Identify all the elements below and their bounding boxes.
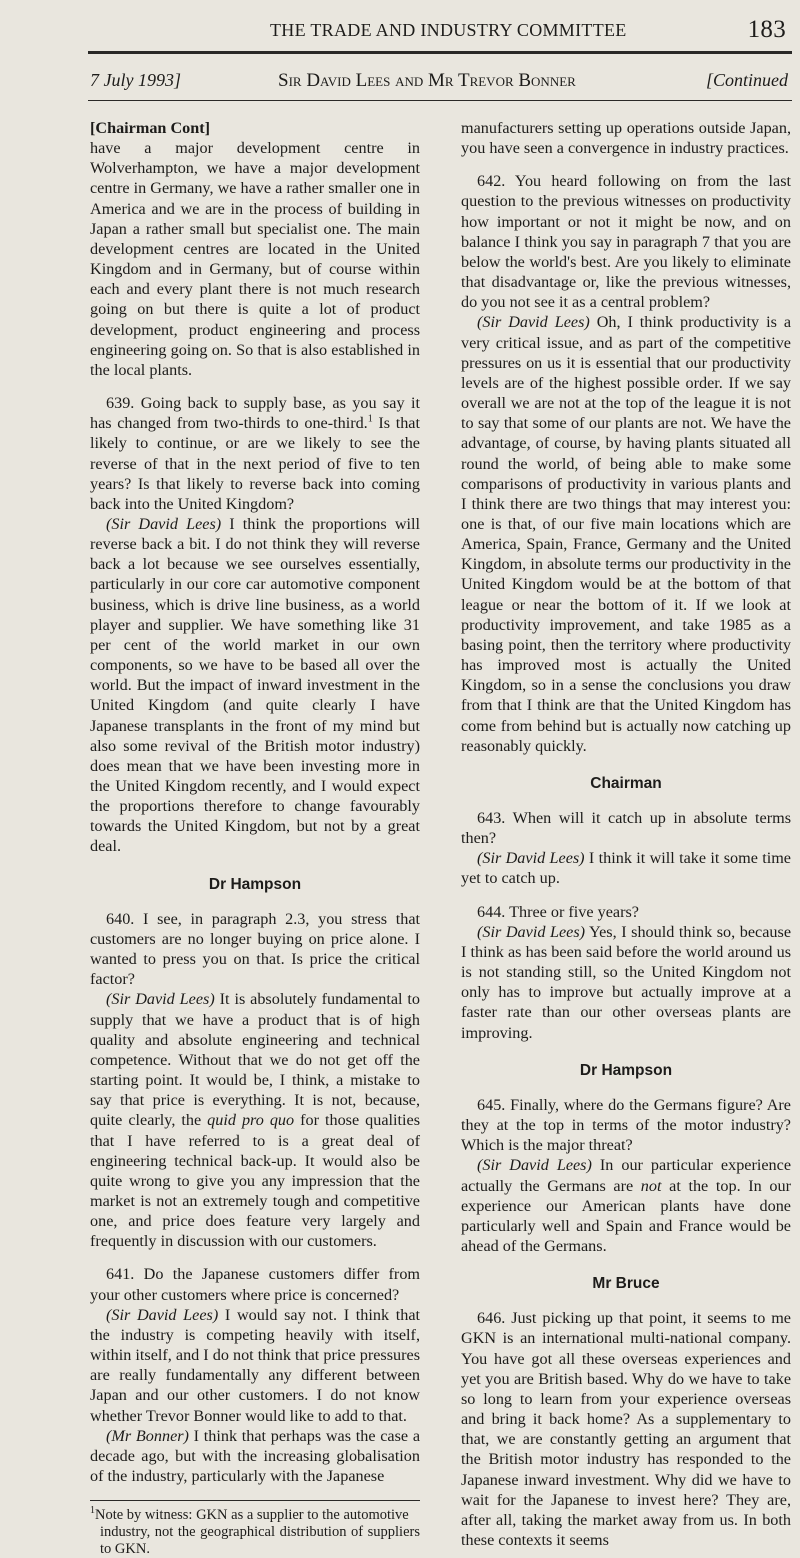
speaker-heading: Mr Bruce	[592, 1275, 660, 1293]
subhead-rule	[88, 100, 792, 101]
answer-speaker: (Mr Bonner)	[106, 1426, 189, 1445]
answer-text: I think it will take it some time yet to catch up.	[461, 849, 791, 888]
emphasis: not	[640, 1176, 662, 1195]
answer-text: at the top. In our experience our American plants have done particularly well and Spain and France would be ahead of the Germans.	[461, 1176, 791, 1255]
answer-643	[461, 848, 791, 888]
answer-speaker: (Sir David Lees)	[477, 1156, 592, 1175]
witness-names: Sir David Lees and Mr Trevor Bonner	[278, 70, 576, 91]
question-641: 641. Do the Japanese customers differ from your other customers where price is concerned?	[90, 1265, 420, 1304]
running-title: THE TRADE AND INDUSTRY COMMITTEE	[270, 20, 627, 40]
chairman-cont-label: [Chairman Cont]	[90, 119, 211, 137]
answer-640	[90, 989, 420, 1251]
question-646: 646. Just picking up that point, it seems to me GKN is an international multi-national company. You have got all these overseas experiences and yet you are British based. Why do we have to take so long to learn from your experience overseas and bring it back home? As a supplementary to that, we are constantly getting an argument that the British motor industry has responded to the Japanese inward investment. Why did we have to wait for the Japanese to invest here? They are, after all, taking the market away from us. In both these contexts it seems	[461, 1309, 791, 1549]
question-640: 640. I see, in paragraph 2.3, you stress that customers are no longer buying on price alone. I wanted to press you on that. Is price the critical factor?	[90, 909, 420, 989]
answer-text: In our particular experience actually the Germans are	[461, 1156, 792, 1195]
answer-text: Yes, I should think so, because I think as has been said before the world around us is not standing still, so the United Kingdom not only has to improve but actually improve at a faster rate than our other overseas plants are improving.	[461, 922, 791, 1042]
latin-phrase: quid pro quo	[207, 1111, 295, 1130]
footnote-ref: 1	[367, 413, 373, 425]
answer-text: I would say not. I think that the industry is competing heavily with itself, within itself, and I do not think that price pressures are really fundamentally any different between Japan and our other customers. I do not know whether Trevor Bonner would like to add to that.	[90, 1305, 420, 1425]
answer-speaker: (Sir David Lees)	[106, 990, 215, 1009]
page-number: 183	[747, 16, 786, 43]
right-column	[461, 118, 791, 1550]
answer-text: I think the proportions will reverse back a bit. I do not think they will reverse back a lot because we see ourselves essentially, particularly in our core car automotive component business, which is drive line business, as a world player and supplier. We have something like 31 per cent of the world market in our own components, so we have to be based all over the world. But the impact of inward investment in the United Kingdom (and quite clearly I have Japanese transplants in the front of my mind but also some revival of the British motor industry) does mean that we have been investing more in the United Kingdom recently, and I would expect the proportions therefore to change favourably towards the United Kingdom, but not by a great deal.	[90, 514, 420, 856]
answer-text: It is absolutely fundamental to supply that we have a product that is of high quality and absolute engineering and technical competence. Without that we do not get off the starting point. It would be, I think, a mistake to say that price is everything. It is not, because, quite clearly, the	[90, 990, 421, 1130]
question-642: 642. You heard following on from the last question to the previous witnesses on productivity how important or not it might be now, and on balance I think you say in paragraph 7 that you are below the world's best. Are you likely to eliminate that disadvantage or, like the previous witnesses, do you not see it as a central problem?	[461, 172, 791, 312]
footnote-mark: 1	[90, 1505, 95, 1517]
question-text: Is that likely to continue, or are we likely to see the reverse of that in the next period of five to ten years? Is that likely to reverse back into coming back into the United Kingdom?	[90, 414, 420, 513]
session-date: 7 July 1993]	[90, 70, 181, 90]
question-text: 639. Going back to supply base, as you say it has changed from two-thirds to one-third.	[90, 394, 420, 433]
speaker-heading: Chairman	[590, 774, 662, 792]
answer-speaker: (Sir David Lees)	[106, 514, 222, 533]
continued-label: [Continued	[705, 70, 788, 90]
question-644: 644. Three or five years?	[477, 902, 639, 921]
question-643: 643. When will it catch up in absolute terms then?	[461, 809, 791, 848]
answer-639	[90, 514, 420, 857]
answer-speaker: (Sir David Lees)	[477, 922, 586, 941]
header-rule	[88, 51, 792, 54]
footnote-text-cont: industry, not the geographical distribution of suppliers to GKN.	[100, 1524, 420, 1558]
footnote-text: Note by witness: GKN as a supplier to the automotive	[95, 1507, 409, 1524]
answer-speaker: (Sir David Lees)	[106, 1305, 219, 1324]
question-645: 645. Finally, where do the Germans figure? Are they at the top in terms of the motor industry? Which is the major threat?	[461, 1095, 791, 1155]
answer-text: I think that perhaps was the case a decade ago, but with the increasing globalisation of the industry, particularly with the Japanese	[90, 1426, 421, 1485]
answer-644	[461, 922, 791, 1043]
answer-speaker: (Sir David Lees)	[477, 849, 585, 868]
footnote-rule	[90, 1500, 420, 1501]
answer-text: Oh, I think productivity is a very critical issue, and as part of the competitive pressures on us it is essential that our productivity levels are of the highest possible order. If we say overall we are not at the top of the league it is not to say that some of our plants are not. We have the advantage, of course, by having plants situated all round the world, of being able to make some comparisons of productivity in various plants and I think there are two things that may interest you: one is that, of our five main locations which are America, Spain, France, Germany and the United Kingdom, in absolute terms our productivity in the United Kingdom would be at the bottom of that league or near the bottom of it. If we look at productivity improvement, and take 1985 as a basing point, then the territory where productivity has improved most is actually the United Kingdom, so in a sense the conclusions you draw from that I think are that the United Kingdom has come from behind but is actually now catching up reasonably quickly.	[461, 313, 792, 755]
question-639	[90, 393, 420, 514]
answer-642	[461, 312, 791, 755]
answer-645	[461, 1155, 791, 1256]
witness-line	[90, 70, 792, 94]
answer-641-bonner	[90, 1426, 420, 1486]
paragraph: manufacturers setting up operations outside Japan, you have seen a convergence in industry practices.	[461, 119, 791, 158]
footnote	[90, 1507, 420, 1558]
answer-641	[90, 1305, 420, 1426]
answer-text: for those qualities that I have referred to is a great deal of engineering technical back-up. It would also be quite wrong to give you any impression that the market is not an extremely tough and competitive one, and price does feature very largely and frequently in discussion with our customers.	[90, 1111, 421, 1251]
paragraph: have a major development centre in Wolverhampton, we have a major development centre in Germany, we have a rather smaller one in America and we are in the process of building in Japan a rather small but specialist one. The main development centres are located in the United Kingdom and in Germany, but of course within each and every plant there is not much research going on but there is quite a lot of product development, product engineering and process engineering going on. So that is also established in the local plants.	[90, 139, 420, 379]
answer-speaker: (Sir David Lees)	[477, 313, 590, 332]
speaker-heading: Dr Hampson	[208, 875, 302, 893]
speaker-heading: Dr Hampson	[579, 1061, 673, 1079]
left-column	[90, 118, 420, 1558]
